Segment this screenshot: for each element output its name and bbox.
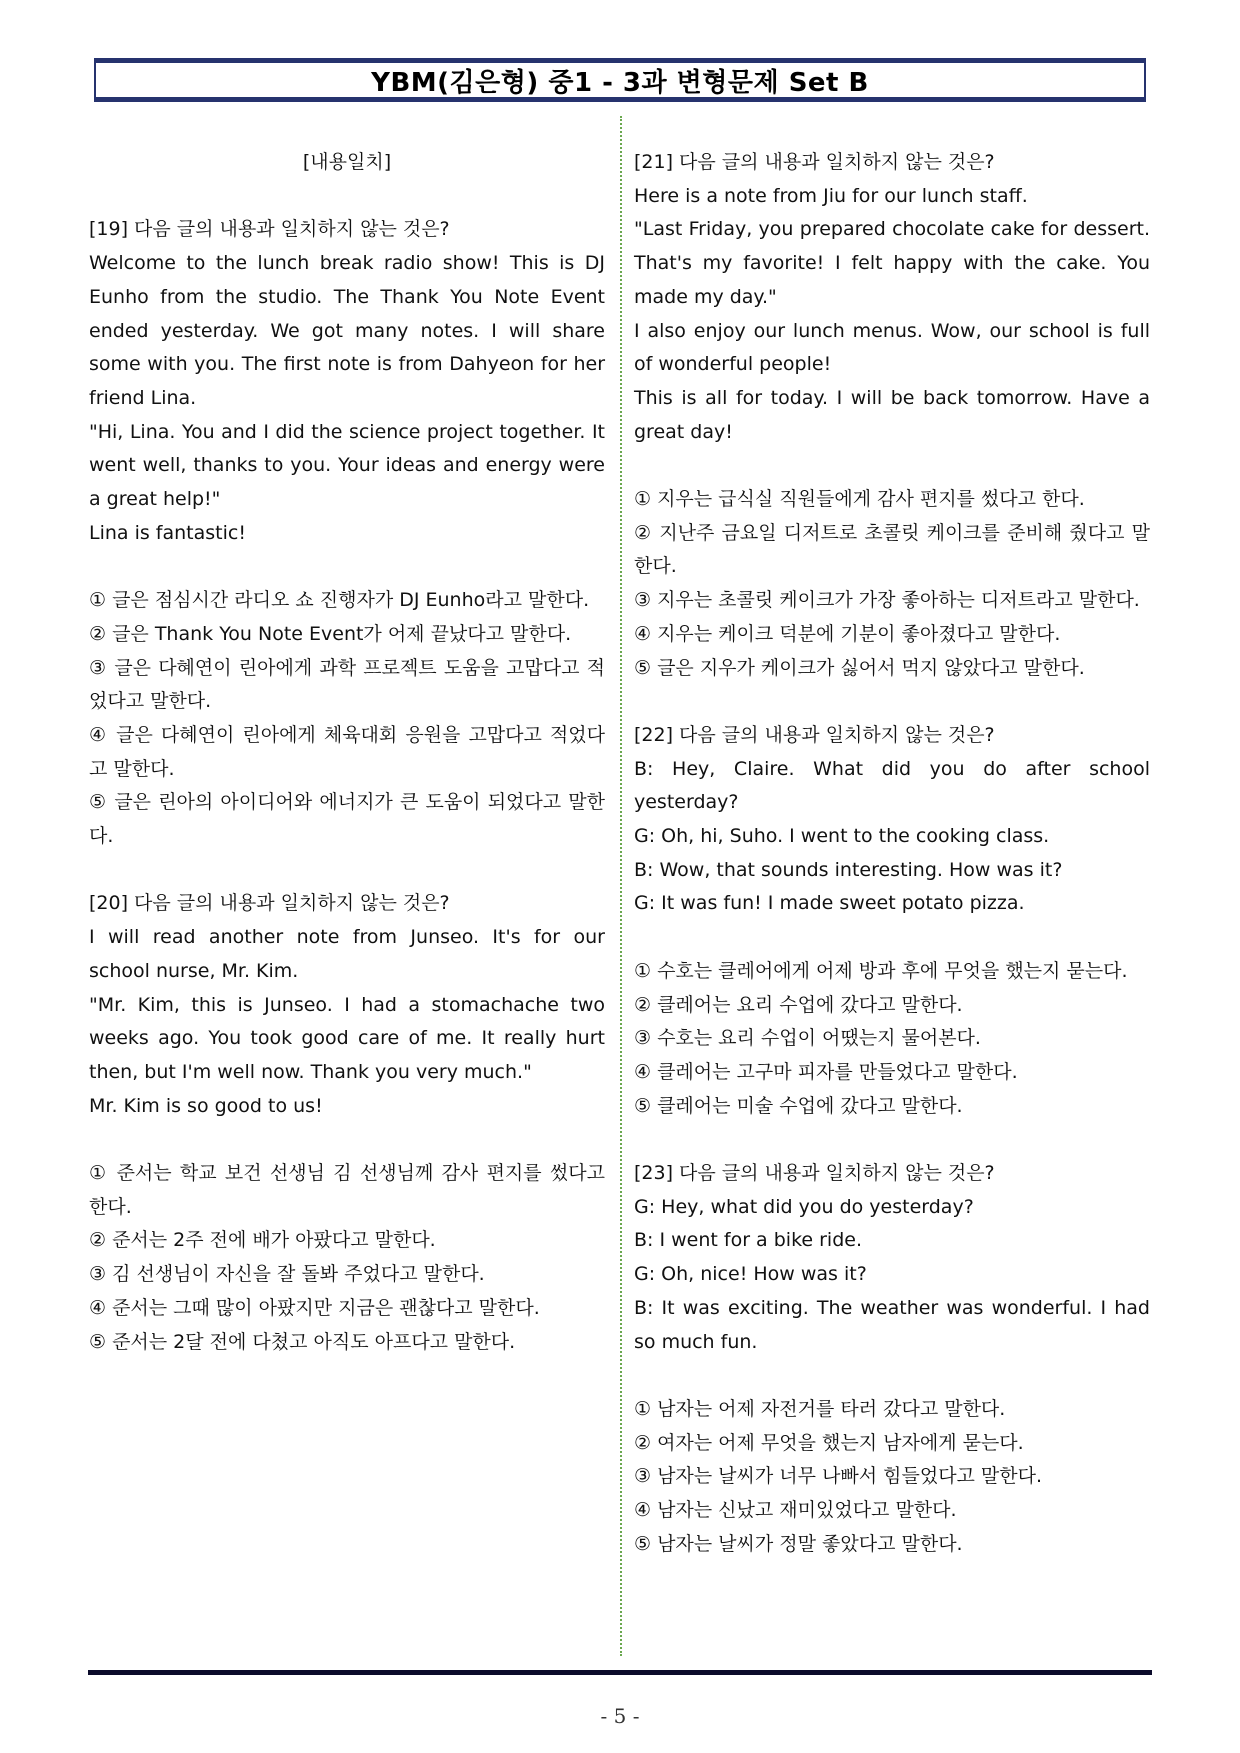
answer-option: ② 글은 Thank You Note Event가 어제 끝났다고 말한다. <box>89 622 572 645</box>
passage-paragraph: Mr. Kim is so good to us! <box>89 1094 323 1117</box>
question-23 <box>634 1157 1150 1561</box>
answer-option: ② 여자는 어제 무엇을 했는지 남자에게 묻는다. <box>634 1431 1024 1454</box>
answer-option: ① 수호는 클레어에게 어제 방과 후에 무엇을 했는지 묻는다. <box>634 959 1128 982</box>
question-prompt: [21] 다음 글의 내용과 일치하지 않는 것은? <box>634 151 995 173</box>
page-number: - 5 - <box>600 1704 640 1728</box>
passage-paragraph: Lina is fantastic! <box>89 521 246 544</box>
answer-option: ② 클레어는 요리 수업에 갔다고 말한다. <box>634 993 963 1016</box>
answer-option: ④ 클레어는 고구마 피자를 만들었다고 말한다. <box>634 1060 1018 1083</box>
answer-option: ② 준서는 2주 전에 배가 아팠다고 말한다. <box>89 1229 436 1252</box>
answer-option: ③ 남자는 날씨가 너무 나빠서 힘들었다고 말한다. <box>634 1465 1043 1488</box>
dialogue-line: B: Hey, Claire. What did you do after school yesterday? <box>634 757 1150 814</box>
answer-option: ③ 수호는 요리 수업이 어땠는지 물어본다. <box>634 1027 981 1050</box>
answer-option: ③ 지우는 초콜릿 케이크가 가장 좋아하는 디저트라고 말한다. <box>634 589 1140 612</box>
answer-option: ① 글은 점심시간 라디오 쇼 진행자가 DJ Eunho라고 말한다. <box>89 589 590 612</box>
answer-option: ③ 김 선생님이 자신을 잘 돌봐 주었다고 말한다. <box>89 1263 485 1286</box>
question-21 <box>634 146 1150 685</box>
answer-option: ① 지우는 급식실 직원들에게 감사 편지를 썼다고 한다. <box>634 488 1085 511</box>
column-divider <box>620 116 622 1656</box>
passage-paragraph: Here is a note from Jiu for our lunch staff. <box>634 184 1028 207</box>
answer-option: ④ 지우는 케이크 덕분에 기분이 좋아졌다고 말한다. <box>634 622 1061 645</box>
passage-paragraph: "Last Friday, you prepared chocolate cake for dessert. That's my favorite! I felt happy with the cake. You made my day." <box>634 218 1150 308</box>
passage-paragraph: This is all for today. I will be back tomorrow. Have a great day! <box>634 386 1150 443</box>
footer-rule <box>88 1670 1152 1675</box>
question-prompt: [22] 다음 글의 내용과 일치하지 않는 것은? <box>634 723 995 746</box>
answer-option: ⑤ 남자는 날씨가 정말 좋았다고 말한다. <box>634 1532 963 1555</box>
dialogue-line: B: It was exciting. The weather was wonderful. I had so much fun. <box>634 1296 1150 1353</box>
dialogue-line: B: I went for a bike ride. <box>634 1229 862 1252</box>
dialogue-line: G: Oh, nice! How was it? <box>634 1263 867 1286</box>
dialogue-line: G: Hey, what did you do yesterday? <box>634 1195 974 1218</box>
section-title: [내용일치] <box>302 151 392 173</box>
passage-paragraph: I also enjoy our lunch menus. Wow, our school is full of wonderful people! <box>634 319 1150 376</box>
answer-option: ⑤ 준서는 2달 전에 다쳤고 아직도 아프다고 말한다. <box>89 1330 516 1353</box>
dialogue-line: G: Oh, hi, Suho. I went to the cooking class. <box>634 825 1050 848</box>
passage-paragraph: Welcome to the lunch break radio show! This is DJ Eunho from the studio. The Thank You Note Event ended yesterday. We got many notes. I will share some with you. The first note is from Dahyeon for her friend Lina. <box>89 252 605 409</box>
answer-option: ⑤ 글은 린아의 아이디어와 에너지가 큰 도움이 되었다고 말한다. <box>89 791 605 848</box>
page-header <box>94 58 1146 102</box>
question-19 <box>89 213 605 853</box>
answer-option: ⑤ 글은 지우가 케이크가 싫어서 먹지 않았다고 말한다. <box>634 656 1085 679</box>
question-prompt: [19] 다음 글의 내용과 일치하지 않는 것은? <box>89 218 450 241</box>
answer-option: ② 지난주 금요일 디저트로 초콜릿 케이크를 준비해 줬다고 말한다. <box>634 521 1150 578</box>
answer-option: ① 남자는 어제 자전거를 타러 갔다고 말한다. <box>634 1397 1006 1420</box>
dialogue-line: B: Wow, that sounds interesting. How was it? <box>634 858 1063 881</box>
passage-paragraph: "Mr. Kim, this is Junseo. I had a stomachache two weeks ago. You took good care of me. It really hurt then, but I'm well now. Thank you very much." <box>89 993 605 1083</box>
passage-paragraph: I will read another note from Junseo. It's for our school nurse, Mr. Kim. <box>89 926 605 982</box>
right-column <box>634 146 1150 1561</box>
answer-option: ④ 남자는 신났고 재미있었다고 말한다. <box>634 1499 957 1522</box>
answer-option: ① 준서는 학교 보건 선생님 김 선생님께 감사 편지를 썼다고 한다. <box>89 1162 605 1218</box>
answer-option: ③ 글은 다혜연이 린아에게 과학 프로젝트 도움을 고맙다고 적었다고 말한다. <box>89 656 605 713</box>
left-column <box>89 146 605 1359</box>
question-prompt: [23] 다음 글의 내용과 일치하지 않는 것은? <box>634 1162 995 1185</box>
answer-option: ④ 준서는 그때 많이 아팠지만 지금은 괜찮다고 말한다. <box>89 1296 540 1319</box>
answer-option: ④ 글은 다혜연이 린아에게 체육대회 응원을 고맙다고 적었다고 말한다. <box>89 723 605 780</box>
passage-paragraph: "Hi, Lina. You and I did the science project together. It went well, thanks to you. Your ideas and energy were a great help!" <box>89 420 605 511</box>
header-title: YBM(김은형) 중1 - 3과 변형문제 Set B <box>371 67 869 98</box>
question-prompt: [20] 다음 글의 내용과 일치하지 않는 것은? <box>89 892 450 915</box>
answer-option: ⑤ 클레어는 미술 수업에 갔다고 말한다. <box>634 1094 963 1117</box>
question-20 <box>89 887 605 1359</box>
dialogue-line: G: It was fun! I made sweet potato pizza. <box>634 892 1025 915</box>
question-22 <box>634 719 1150 1123</box>
